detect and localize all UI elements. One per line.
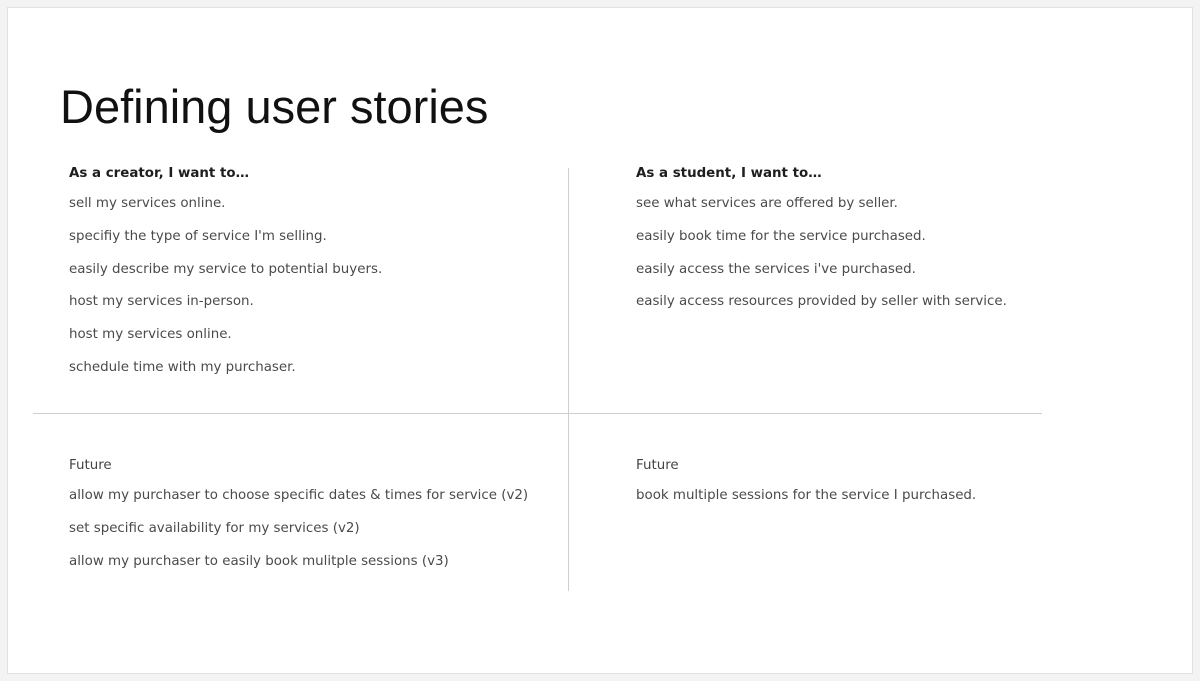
- story-item: easily book time for the service purchased.: [636, 228, 926, 244]
- story-item: allow my purchaser to choose specific dates & times for service (v2): [69, 488, 529, 503]
- slide-title: Defining user stories: [60, 80, 489, 133]
- creator-future-heading: Future: [69, 458, 112, 473]
- story-item: specifiy the type of service I'm selling.: [69, 228, 327, 244]
- creator-stories-section: [69, 164, 539, 393]
- story-item: easily access resources provided by seller with service.: [636, 294, 1007, 310]
- student-story-list: [636, 196, 1106, 327]
- story-item: book multiple sessions for the service I purchased.: [636, 488, 977, 503]
- story-item: host my services in-person.: [69, 294, 254, 310]
- student-future-section: [636, 456, 1106, 521]
- creator-future-list: [69, 488, 539, 586]
- student-heading: As a student, I want to…: [636, 166, 822, 181]
- student-future-heading: Future: [636, 458, 679, 473]
- story-item: allow my purchaser to easily book mulitple sessions (v3): [69, 553, 449, 569]
- creator-future-section: [69, 456, 539, 586]
- story-item: see what services are offered by seller.: [636, 196, 898, 211]
- student-stories-section: [636, 164, 1106, 327]
- story-item: set specific availability for my services (v2): [69, 520, 360, 536]
- horizontal-divider: [33, 413, 1042, 414]
- story-item: host my services online.: [69, 327, 232, 343]
- story-item: sell my services online.: [69, 196, 226, 211]
- creator-heading: As a creator, I want to…: [69, 166, 249, 181]
- vertical-divider: [568, 168, 569, 591]
- slide: [7, 7, 1193, 674]
- story-item: easily describe my service to potential buyers.: [69, 261, 383, 277]
- creator-story-list: [69, 196, 539, 393]
- story-item: schedule time with my purchaser.: [69, 359, 296, 375]
- student-future-list: [636, 488, 1106, 521]
- story-item: easily access the services i've purchased.: [636, 261, 916, 277]
